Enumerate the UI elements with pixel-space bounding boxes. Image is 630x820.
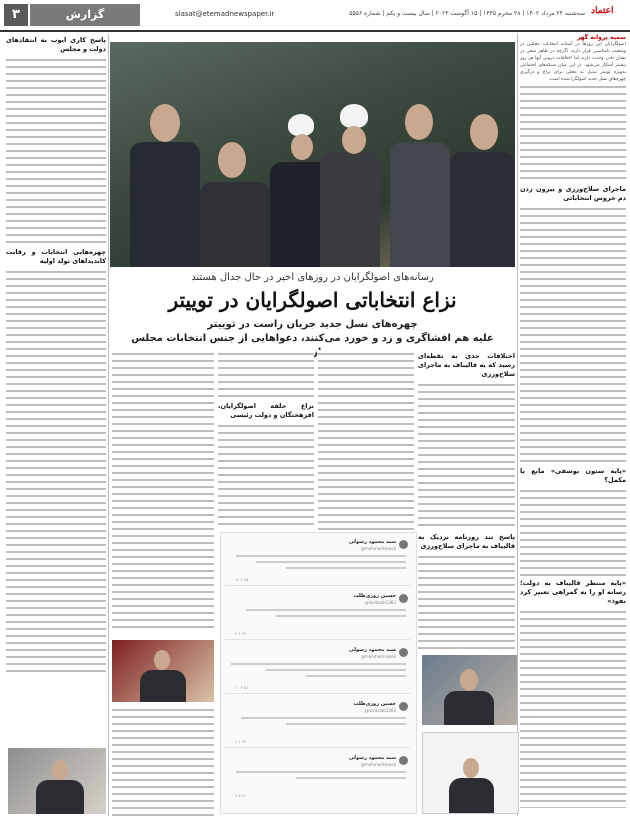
date-line: سه‌شنبه ۲۴ مرداد ۱۴۰۲ | ۲۸ محرم ۱۴۴۵ | ۱۵ آگوست ۲۰۲۳ | سال بیست و یکم | شماره ۵۵۵۶ <box>349 10 585 17</box>
tweet-author: سید محمود رسولی <box>349 755 396 761</box>
section-head-3: «پایه منتظر قالیباف به دولت؛ رسانه او را به گمراهی تعبیر کرد نفوذ» <box>520 579 626 605</box>
tweet-card[interactable] <box>225 645 410 694</box>
tweet-card[interactable] <box>225 591 410 640</box>
tweet-handle: @mahmodrasooli <box>360 762 396 767</box>
left-column <box>6 34 106 674</box>
tweet-stats: ۹ ۵ ۴۸ <box>235 793 247 798</box>
left-head-2: چهره‌هایی انتخابات و رقابت کاندیداهای تولد اولیه <box>6 248 106 265</box>
tweet-screenshot <box>422 732 519 814</box>
interview-photo <box>8 748 106 814</box>
column-rule <box>108 34 109 816</box>
tweet-author: حسین روزی‌طلب <box>353 701 396 707</box>
tweets-panel <box>220 532 417 814</box>
main-column-d2 <box>112 706 214 816</box>
headline-title: نزاع انتخاباتی اصولگرایان در توییتر <box>168 288 457 312</box>
filler-text <box>6 56 106 246</box>
tweet-stats: ۱۰ ۳ ۵۱ <box>235 685 249 690</box>
tweet-stats: ۶ ۱ ۳۷ <box>235 739 247 744</box>
column-rule <box>517 34 518 816</box>
tweet-author: سید محمود رسولی <box>349 539 396 545</box>
filler-text <box>520 205 626 465</box>
avatar <box>399 594 408 603</box>
tweet-author: حسین روزی‌طلب <box>353 593 396 599</box>
filler-text <box>6 268 106 674</box>
tweet-stats: ۸ ۲ ۴۳ <box>235 631 247 636</box>
section-head-2: «پایه ستون یوسفی» مانع یا مکمل؟ <box>520 467 626 484</box>
left-head-1: پاسخ کاری ایوب به انتقادهای دولت و مجلس <box>6 36 106 53</box>
site-email[interactable]: siasat@etemadnewspaper.ir <box>175 10 275 18</box>
main-column-c <box>218 350 314 530</box>
filler-text <box>520 487 626 577</box>
avatar <box>399 648 408 657</box>
filler-text <box>520 608 626 808</box>
tweet-handle: @rozitalab1362 <box>364 600 396 605</box>
filler-text <box>520 83 626 183</box>
col-head-a: اختلافات جدی به نقطه‌ای رسید که به قالیباف به ماجرای سلاح‌ورزی <box>418 352 515 378</box>
tweet-card[interactable] <box>225 753 410 801</box>
main-column-b <box>318 350 414 530</box>
main-column-a <box>418 350 515 650</box>
subtitle-line-1: چهره‌های نسل جدید جریان راست در توییتر <box>207 319 418 330</box>
col-head-c: نزاع حلقه اصولگرایان، افرهختگان و دولت رئیسی <box>218 402 314 419</box>
right-column <box>520 34 626 816</box>
page-number: ۳ <box>4 4 28 26</box>
intro-text: اصولگرایان این روزها در آستانه انتخابات مجلس در وضعیت نامناسبی قرار دارند. اگرچه در ظاهر سعی در نشان دادن وحدت دارند اما اختلافات درونی آنها هر روز بیشتر آشکار می‌شود. در این میان شبکه‌های اجتماعی به‌ویژه توییتر تبدیل به محلی برای نزاع و درگیری چهره‌های نسل جدید اصولگرا شده است. <box>520 42 626 82</box>
tweet-card[interactable] <box>225 537 410 586</box>
main-column-d <box>112 350 214 630</box>
section-tab[interactable]: گزارش <box>30 4 140 26</box>
tweet-card[interactable] <box>225 699 410 748</box>
tweet-handle: @mahmodrasooli <box>360 546 396 551</box>
avatar <box>399 702 408 711</box>
author-name: سمیه پروانه گهر <box>576 34 626 41</box>
subtitle-line-2: علیه هم افشاگری و زد و خورد می‌کنند، دعواهایی از جنس انتخابات مجلس <box>131 333 494 344</box>
section-head-1: ماجرای سلاح‌ورزی و بیرون زدن دم خروس انتخاباتی <box>520 185 626 202</box>
tweet-handle: @rozitalab1362 <box>364 708 396 713</box>
tweet-handle: @mahmodrasooli <box>360 654 396 659</box>
tweet-stats: ۱۲ ۴ ۶۵ <box>235 577 249 582</box>
avatar <box>399 540 408 549</box>
page-header <box>0 0 630 32</box>
headline-kicker: رسانه‌های اصولگرایان در روزهای اخیر در حال جدال هستند <box>191 272 434 283</box>
tweet-author: سید محمود رسولی <box>349 647 396 653</box>
speaker-photo <box>112 640 214 702</box>
avatar <box>399 756 408 765</box>
main-photo <box>110 42 515 267</box>
col-head-b: پاسخ تند روزنامه نزدیک به قالیباف به ماجرای سلاح‌ورزی <box>418 533 515 550</box>
newspaper-logo: اعتماد <box>591 6 614 16</box>
portrait-photo <box>422 655 517 725</box>
